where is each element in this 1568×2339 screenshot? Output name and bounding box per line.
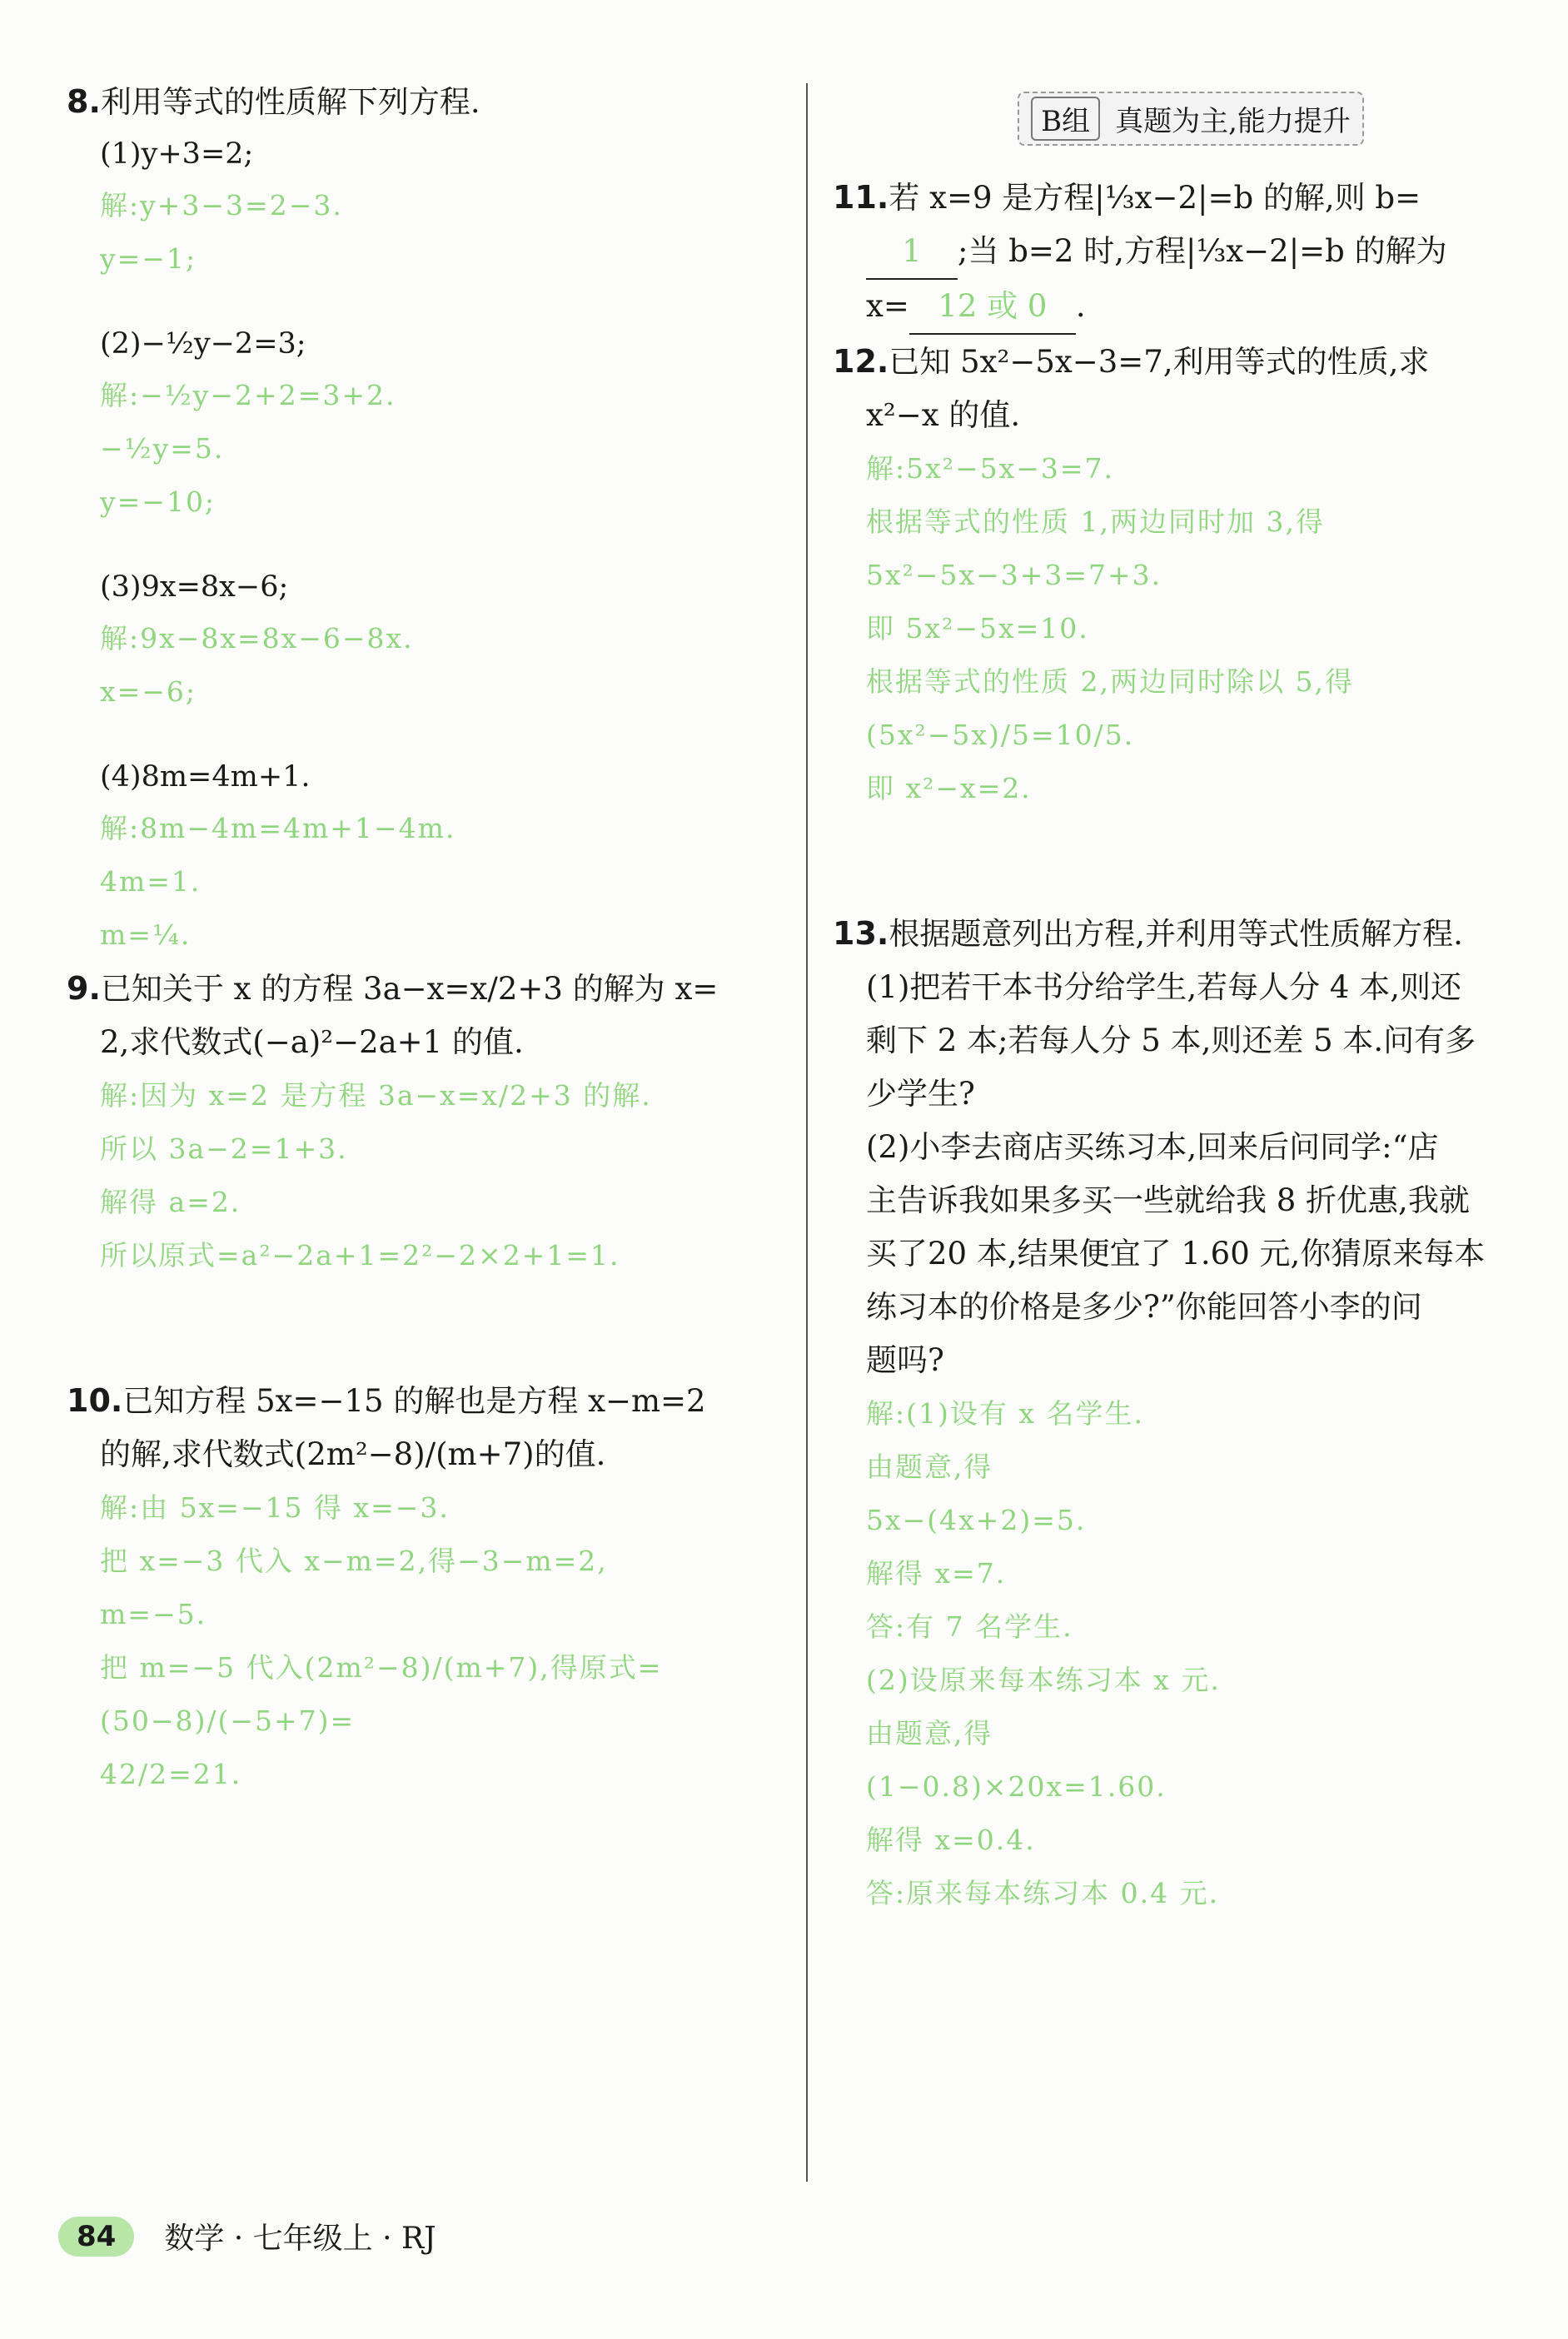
q13-answer-line: 由题意,得 [866, 1451, 993, 1483]
book-info: 数学 · 七年级上 · RJ [164, 2222, 436, 2256]
q13-answer-line: 解得 x=7. [866, 1557, 1007, 1590]
column-divider [806, 83, 808, 2182]
q11-stem-cont: 1 ;当 b=2 时,方程|⅓x−2|=b 的解为 [833, 225, 1549, 280]
q12-answer-line: 根据等式的性质 1,两边同时加 3,得 [866, 505, 1325, 538]
group-tag: B组 [1031, 97, 1100, 141]
q13-part2-line: 主告诉我如果多买一些就给我 8 折优惠,我就 [866, 1182, 1470, 1218]
q13-part2-line: 买了20 本,结果便宜了 1.60 元,你猜原来每本 [866, 1236, 1486, 1272]
q13-stem: 13.根据题意列出方程,并利用等式性质解方程. [833, 915, 1463, 952]
q11-stem: 11.若 x=9 是方程|⅓x−2|=b 的解,则 b= [833, 179, 1421, 216]
q13-part2-line: 练习本的价格是多少?”你能回答小李的问 [866, 1289, 1422, 1325]
q10-answer-line: 42/2=21. [100, 1758, 242, 1790]
q8-part2-answer-line: 解:−½y−2+2=3+2. [100, 379, 396, 411]
q8-part4-answer-line: 解:8m−4m=4m+1−4m. [100, 812, 456, 844]
q10-answer-line: 把 m=−5 代入(2m²−8)/(m+7),得原式=(50−8)/(−5+7)= [100, 1651, 663, 1737]
answer-blank: 1 [866, 225, 958, 280]
q12-answer-line: 即 x²−x=2. [866, 772, 1032, 804]
q13-answer-line: 答:有 7 名学生. [866, 1610, 1073, 1643]
q13-answer-line: (1−0.8)×20x=1.60. [866, 1770, 1167, 1803]
q8-part3-answer-line: x=−6; [100, 675, 197, 708]
q8-part2: (2)−½y−2=3; [100, 327, 306, 361]
q13-answer-line: 5x−(4x+2)=5. [866, 1504, 1087, 1536]
group-title: 真题为主,能力提升 [1115, 105, 1351, 138]
q8-part4-answer-line: m=¼. [100, 918, 192, 951]
q8-part2-answer-line: −½y=5. [100, 432, 225, 465]
q9-stem-cont: 2,求代数式(−a)²−2a+1 的值. [100, 1024, 524, 1060]
q9-answer-line: 解得 a=2. [100, 1186, 241, 1218]
q9-answer-line: 解:因为 x=2 是方程 3a−x=x/2+3 的解. [100, 1079, 652, 1112]
q8-part3-answer-line: 解:9x−8x=8x−6−8x. [100, 622, 414, 654]
q8-part4: (4)8m=4m+1. [100, 760, 311, 794]
q12-answer-line: (5x²−5x)/5=10/5. [866, 719, 1135, 751]
q13-part2-line: (2)小李去商店买练习本,回来后问同学:“店 [866, 1129, 1439, 1165]
q12-stem-cont: x²−x 的值. [866, 397, 1021, 433]
q13-answer-line: (2)设原来每本练习本 x 元. [866, 1664, 1221, 1696]
page-footer [58, 2215, 436, 2257]
answer-blank: 12 或 0 [909, 280, 1076, 335]
q10-stem-cont: 的解,求代数式(2m²−8)/(m+7)的值. [100, 1436, 606, 1472]
q12-answer-line: 解:5x²−5x−3=7. [866, 452, 1114, 485]
page-number: 84 [58, 2217, 134, 2257]
q9-answer-line: 所以 3a−2=1+3. [100, 1132, 348, 1165]
left-column [67, 75, 791, 1801]
q13-part1-line: (1)把若干本书分给学生,若每人分 4 本,则还 [866, 969, 1461, 1005]
q8-part1-answer-line: 解:y+3−3=2−3. [100, 189, 343, 221]
q12-answer-line: 根据等式的性质 2,两边同时除以 5,得 [866, 665, 1354, 698]
q8-part4-answer-line: 4m=1. [100, 865, 202, 898]
q12-stem: 12.已知 5x²−5x−3=7,利用等式的性质,求 [833, 343, 1430, 380]
q10-answer-line: 把 x=−3 代入 x−m=2,得−3−m=2, [100, 1545, 608, 1577]
q8-part1: (1)y+3=2; [100, 137, 254, 171]
q11-stem-end: x= 12 或 0 . [833, 280, 1549, 335]
q10-stem: 10.已知方程 5x=−15 的解也是方程 x−m=2 [67, 1382, 706, 1419]
q8-part1-answer-line: y=−1; [100, 242, 197, 275]
q10-answer-line: m=−5. [100, 1598, 207, 1630]
q9-stem: 9.已知关于 x 的方程 3a−x=x/2+3 的解为 x= [67, 970, 719, 1007]
q13-part2-line: 题吗? [866, 1342, 944, 1378]
q12-answer-line: 即 5x²−5x=10. [866, 612, 1089, 644]
q13-answer-line: 解:(1)设有 x 名学生. [866, 1397, 1144, 1430]
q10-answer-line: 解:由 5x=−15 得 x=−3. [100, 1491, 450, 1524]
q8-part3: (3)9x=8x−6; [100, 570, 289, 604]
q8-part2-answer-line: y=−10; [100, 485, 217, 518]
q12-answer-line: 5x²−5x−3+3=7+3. [866, 559, 1162, 591]
section-badge [833, 92, 1549, 146]
right-column [833, 92, 1549, 1920]
q13-answer-line: 由题意,得 [866, 1717, 993, 1749]
q8-stem: 8.利用等式的性质解下列方程. [67, 83, 480, 120]
q9-answer-line: 所以原式=a²−2a+1=2²−2×2+1=1. [100, 1239, 620, 1272]
q13-part1-line: 剩下 2 本;若每人分 5 本,则还差 5 本.问有多 [866, 1023, 1476, 1058]
q13-part1-line: 少学生? [866, 1076, 975, 1112]
q13-answer-line: 解得 x=0.4. [866, 1824, 1036, 1856]
q13-answer-line: 答:原来每本练习本 0.4 元. [866, 1877, 1220, 1909]
